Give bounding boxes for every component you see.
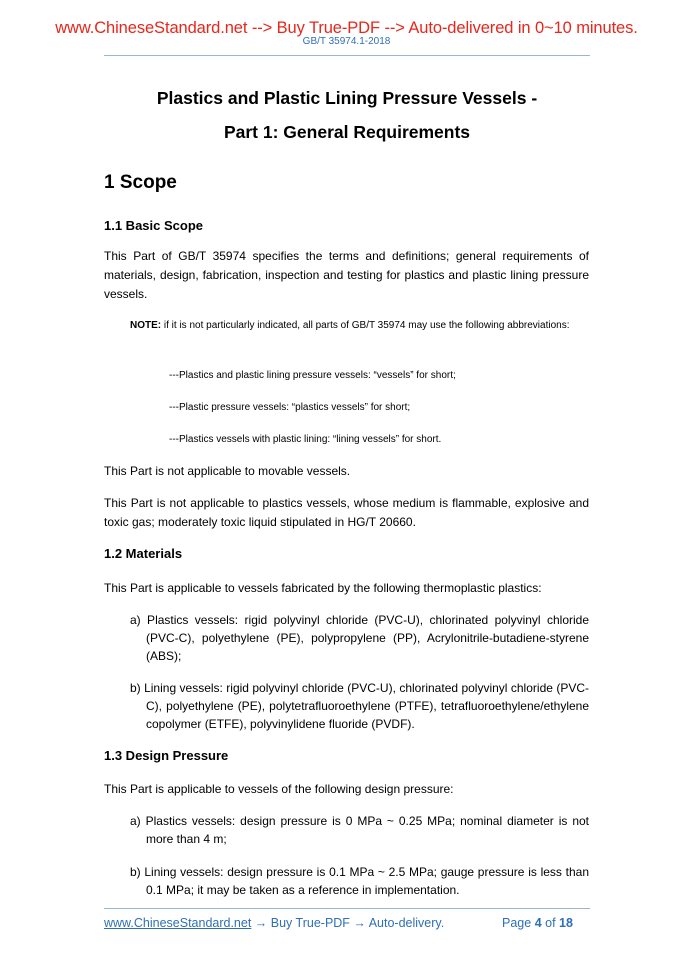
footer-link[interactable]: www.ChineseStandard.net xyxy=(104,916,252,930)
document-title-line2: Part 1: General Requirements xyxy=(223,122,471,142)
paragraph-flammable-medium: This Part is not applicable to plastics vessels, whose medium is flammable, explosive and toxic gas; moderately toxic liquid stipulated in HG/T 20660. xyxy=(104,496,589,529)
page-current: 4 xyxy=(534,916,542,930)
list-item-pressure-b: b) Lining vessels: design pressure is 0.1 MPa ~ 2.5 MPa; gauge pressure is less than 0.1 MPa; it may be taken as a reference in implementation. xyxy=(130,865,589,897)
document-title-line1: Plastics and Plastic Lining Pressure Vessels - xyxy=(156,88,538,108)
section-heading-scope: 1 Scope xyxy=(104,172,177,193)
abbreviation-plastics-vessels: ---Plastic pressure vessels: “plastics vessels” for short; xyxy=(169,402,411,413)
paragraph-materials-intro: This Part is applicable to vessels fabricated by the following thermoplastic plastics: xyxy=(104,581,542,595)
standard-code: GB/T 35974.1-2018 xyxy=(302,36,391,47)
subsection-heading-materials: 1.2 Materials xyxy=(104,546,183,561)
list-item-pressure-a: a) Plastics vessels: design pressure is 0 MPa ~ 0.25 MPa; nominal diameter is not more than 4 m; xyxy=(130,814,589,846)
footer-promo-text: → Buy True-PDF → Auto-delivery. xyxy=(251,916,445,930)
footer-promo xyxy=(104,916,444,930)
promo-banner[interactable]: www.ChineseStandard.net --> Buy True-PDF --> Auto-delivered in 0~10 minutes. xyxy=(55,19,638,37)
note-block xyxy=(130,317,589,334)
abbreviation-lining-vessels: ---Plastics vessels with plastic lining: “lining vessels” for short. xyxy=(169,434,442,445)
subsection-heading-basic-scope: 1.1 Basic Scope xyxy=(104,218,203,233)
paragraph-basic-scope: This Part of GB/T 35974 specifies the terms and definitions; general requirements of materials, design, fabrication, inspection and testing for plastics and plastic lining pressure vessels. xyxy=(104,249,589,301)
paragraph-design-pressure-intro: This Part is applicable to vessels of the following design pressure: xyxy=(104,782,454,796)
paragraph-movable-vessels: This Part is not applicable to movable vessels. xyxy=(104,464,351,478)
note-text: if it is not particularly indicated, all parts of GB/T 35974 may use the following abbreviations: xyxy=(163,320,570,331)
footer-divider xyxy=(104,908,590,909)
subsection-heading-design-pressure: 1.3 Design Pressure xyxy=(104,748,229,763)
note-label: NOTE: xyxy=(130,320,162,331)
page-label: Page xyxy=(502,916,532,930)
list-item-materials-b: b) Lining vessels: rigid polyvinyl chloride (PVC-U), chlorinated polyvinyl chloride (PVC-C), polyethylene (PE), polytetrafluoroethylene (PTFE), tetrafluoroethylene/ethylene copolymer (ETFE), polyvinylidene fluoride (PVDF). xyxy=(130,681,589,731)
abbreviation-vessels: ---Plastics and plastic lining pressure vessels: “vessels” for short; xyxy=(169,370,456,381)
list-item-materials-a: a) Plastics vessels: rigid polyvinyl chloride (PVC-U), chlorinated polyvinyl chloride (PVC-C), polyethylene (PE), polypropylene (PP), Acrylonitrile-butadiene-styrene (ABS); xyxy=(130,613,589,663)
page-of: of xyxy=(545,916,556,930)
header-divider xyxy=(104,55,590,56)
page-indicator xyxy=(502,916,573,930)
page-total: 18 xyxy=(559,916,573,930)
